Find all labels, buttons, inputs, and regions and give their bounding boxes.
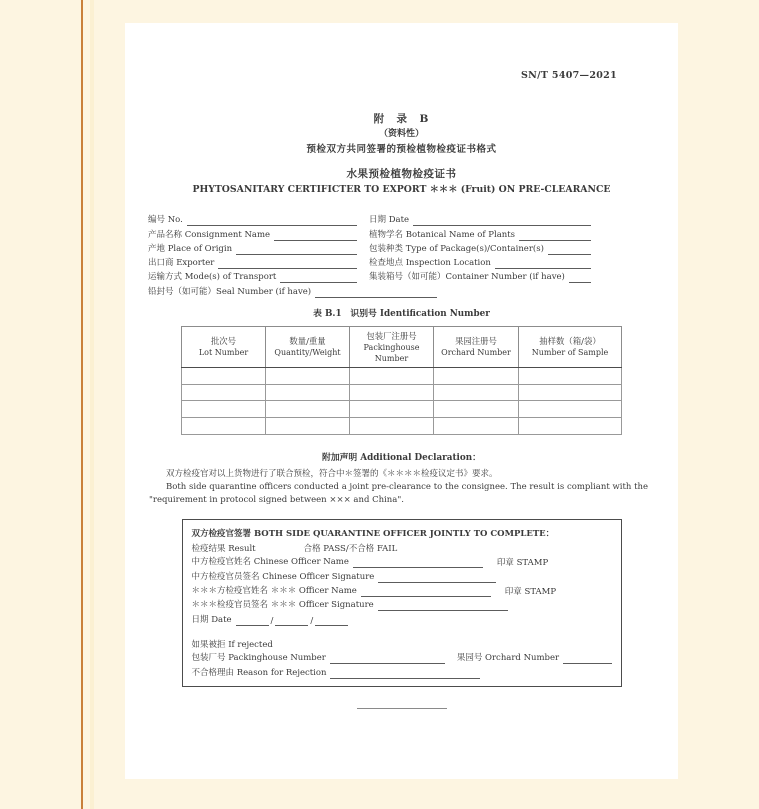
table-header-row (182, 326, 622, 367)
appendix-title: 附 录 B (373, 113, 430, 125)
result-options: 合格 PASS/不合格 FAIL (303, 543, 398, 554)
declaration-paragraph-cn: 双方检疫官对以上货物进行了联合预检，符合中＊签署的《＊＊＊＊检疫议定书》要求。 (166, 468, 498, 479)
date-blank-day (236, 615, 269, 626)
signature-box-heading: 双方检疫官签署 BOTH SIDE QUARANTINE OFFICER JOINTLY TO COMPLETE： (191, 529, 555, 540)
rejection-reason-blank (330, 668, 480, 679)
form-row (148, 226, 591, 240)
if-rejected-label: 如果被拒 If rejected (191, 640, 273, 651)
orchard-number-blank (563, 653, 611, 664)
field-label-seal-number: 铅封号（如可能）Seal Number (if have) (148, 286, 312, 297)
chinese-officer-signature-blank (378, 572, 496, 583)
additional-declaration-heading: 附加声明 Additional Declaration： (322, 452, 481, 463)
column-header-packinghouse-number: 包装厂注册号 Packinghouse Number (350, 326, 434, 367)
date-separator: / (310, 615, 314, 626)
form-row (148, 269, 591, 283)
declaration-paragraph-en: Both side quarantine officers conducted a joint pre-clearance to the consignee. The result is compliant with the "requirement in protocol signed between ××× and China". (149, 481, 648, 505)
field-label-transport-mode: 运输方式 Mode(s) of Transport (148, 272, 277, 283)
form-row (148, 212, 591, 226)
field-blank-origin (236, 244, 357, 255)
form-row (148, 283, 591, 297)
field-label-container-number: 集装箱号（如可能）Container Number (if have) (369, 272, 565, 283)
blank-line (192, 626, 612, 636)
foreign-officer-signature-label: ＊＊＊检疫官员签名 ＊＊＊ Officer Signature (191, 600, 374, 611)
if-rejected-row (192, 636, 612, 650)
margin-guide-line (90, 0, 94, 809)
chinese-officer-name-blank (353, 557, 483, 568)
chinese-officer-name-label: 中方检疫官姓名 Chinese Officer Name (191, 557, 349, 568)
quarantine-officer-signature-box (182, 519, 622, 687)
rejection-reason-row (192, 664, 612, 678)
binding-accent-line (81, 0, 83, 809)
field-blank-package-type (548, 244, 591, 255)
certificate-header-fields (148, 212, 591, 298)
field-blank-consignment (274, 230, 357, 241)
foreign-officer-signature-row (192, 597, 612, 611)
form-row (148, 255, 591, 269)
rejection-numbers-row (192, 650, 612, 664)
column-header-sample-number: 抽样数（箱/袋） Number of Sample (519, 326, 622, 367)
date-separator: / (270, 615, 274, 626)
field-blank-exporter (218, 258, 357, 269)
end-of-document-rule (357, 708, 447, 709)
field-label-botanical-name: 植物学名 Botanical Name of Plants (369, 229, 516, 240)
date-row (192, 611, 612, 625)
packinghouse-number-label: 包装厂号 Packinghouse Number (191, 653, 326, 664)
field-blank-inspection-location (495, 258, 591, 269)
field-blank-date (413, 215, 591, 226)
foreign-officer-name-blank (361, 586, 491, 597)
certificate-title-cn: 水果预检植物检疫证书 (346, 168, 457, 180)
chinese-officer-signature-label: 中方检疫官员签名 Chinese Officer Signature (191, 571, 375, 582)
standard-number: SN/T 5407—2021 (521, 70, 617, 81)
column-header-quantity-weight: 数量/重量 Quantity/Weight (266, 326, 350, 367)
chinese-officer-signature-row (192, 568, 612, 582)
orchard-number-label: 果园号 Orchard Number (456, 653, 560, 664)
table-row (182, 418, 622, 435)
result-label: 检疫结果 Result (191, 543, 256, 554)
foreign-officer-name-label: ＊＊＊方检疫官姓名 ＊＊＊ Officer Name (191, 585, 357, 596)
field-label-no: 编号 No. (148, 215, 183, 226)
field-label-date: 日期 Date (369, 215, 410, 226)
identification-number-table (181, 326, 622, 435)
field-blank-transport-mode (280, 272, 357, 283)
appendix-heading (125, 112, 678, 157)
appendix-description: 预检双方共同签署的预检植物检疫证书格式 (306, 144, 497, 155)
foreign-officer-signature-blank (378, 600, 508, 611)
field-blank-container-number (569, 272, 591, 283)
column-header-orchard-number: 果园注册号 Orchard Number (434, 326, 519, 367)
chinese-officer-name-row (192, 554, 612, 568)
packinghouse-number-blank (330, 653, 445, 664)
field-blank-seal-number (315, 287, 437, 298)
rejection-reason-label: 不合格理由 Reason for Rejection (191, 667, 327, 678)
field-label-exporter: 出口商 Exporter (148, 258, 215, 269)
stamp-label: 印章 STAMP (504, 586, 557, 597)
date-label: 日期 Date (191, 614, 232, 625)
field-blank-botanical-name (519, 230, 591, 241)
document-page (125, 23, 678, 779)
foreign-officer-name-row (192, 583, 612, 597)
table-row (182, 384, 622, 401)
column-header-lot-number: 批次号 Lot Number (182, 326, 266, 367)
table-row (182, 367, 622, 384)
field-blank-no (187, 215, 357, 226)
table-caption: 表 B.1 识别号 Identification Number (313, 308, 490, 319)
field-label-package-type: 包装种类 Type of Package(s)/Container(s) (369, 243, 544, 254)
stamp-label: 印章 STAMP (496, 558, 549, 569)
table-row (182, 401, 622, 418)
appendix-type: （资料性） (378, 129, 424, 139)
form-row (148, 241, 591, 255)
field-label-origin: 产地 Place of Origin (148, 243, 233, 254)
date-blank-month (275, 615, 308, 626)
certificate-title-en: PHYTOSANITARY CERTIFICTER TO EXPORT ＊＊＊ (Fruit) ON PRE-CLEARANCE (192, 184, 611, 195)
date-blank-year (315, 615, 348, 626)
field-label-inspection-location: 检查地点 Inspection Location (369, 258, 491, 269)
field-label-consignment: 产品名称 Consignment Name (148, 229, 271, 240)
result-row (192, 539, 612, 553)
